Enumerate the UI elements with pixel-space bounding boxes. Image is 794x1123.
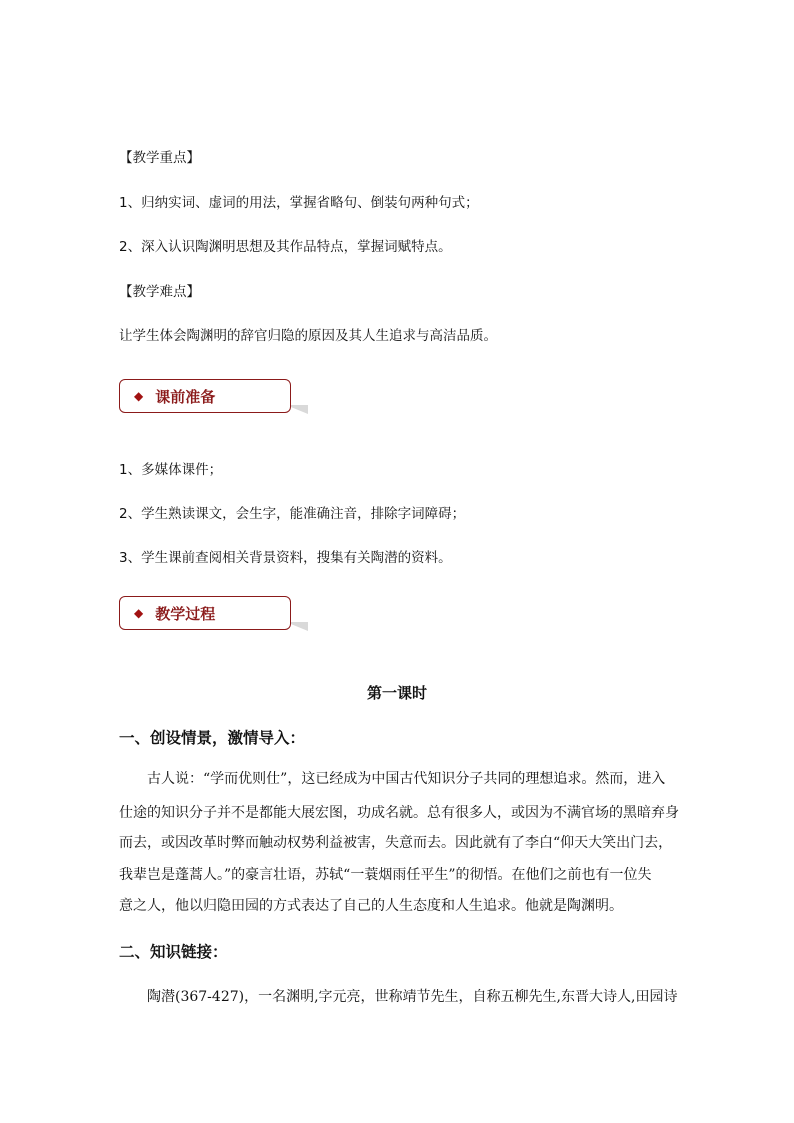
- focus-item-2: 2、深入认识陶渊明思想及其作品特点，掌握词赋特点。: [119, 239, 452, 255]
- difficulty-text: 让学生体会陶渊明的辞官归隐的原因及其人生追求与高洁品质。: [119, 328, 497, 344]
- lesson-title: 第一课时: [366, 684, 427, 702]
- prep-heading-box: [119, 379, 291, 413]
- prep-item-1: 1、多媒体课件；: [119, 462, 223, 478]
- process-heading-label: 教学过程: [155, 604, 216, 623]
- section1-line-4: 我辈岂是蓬蒿人。”的豪言壮语，苏轼“一蓑烟雨任平生”的彻悟。在他们之前也有一位失: [119, 867, 652, 883]
- focus-item-1: 1、归纳实词、虚词的用法，掌握省略句、倒装句两种句式；: [119, 195, 479, 211]
- difficulty-heading: 【教学难点】: [119, 284, 200, 300]
- section1-line-3: 而去，或因改革时弊而触动权势利益被害，失意而去。因此就有了李白“仰天大笑出门去，: [119, 835, 673, 851]
- prep-heading-label: 课前准备: [155, 387, 216, 406]
- section2-line-1: 陶潜(367-427)，一名渊明,字元亮，世称靖节先生，自称五柳先生,东晋大诗人,田园诗: [119, 989, 678, 1005]
- section1-line-2: 仕途的知识分子并不是都能大展宏图，功成名就。总有很多人，或因为不满官场的黑暗弃身: [119, 805, 679, 821]
- section1-line-1: 古人说：“学而优则仕”，这已经成为中国古代知识分子共同的理想追求。然而，进入: [119, 771, 666, 787]
- diamond-bullet-icon: ◆: [134, 606, 144, 620]
- diamond-bullet-icon: ◆: [134, 389, 144, 403]
- section2-title: 二、知识链接：: [119, 942, 228, 961]
- process-heading-box: [119, 596, 291, 630]
- prep-item-3: 3、学生课前查阅相关背景资料，搜集有关陶潜的资料。: [119, 550, 452, 566]
- prep-item-2: 2、学生熟读课文，会生字，能准确注音，排除字词障碍；: [119, 506, 466, 522]
- focus-heading: 【教学重点】: [119, 150, 200, 166]
- section1-line-5: 意之人，他以归隐田园的方式表达了自己的人生态度和人生追求。他就是陶渊明。: [119, 898, 623, 914]
- section1-title: 一、创设情景，激情导入：: [119, 728, 306, 747]
